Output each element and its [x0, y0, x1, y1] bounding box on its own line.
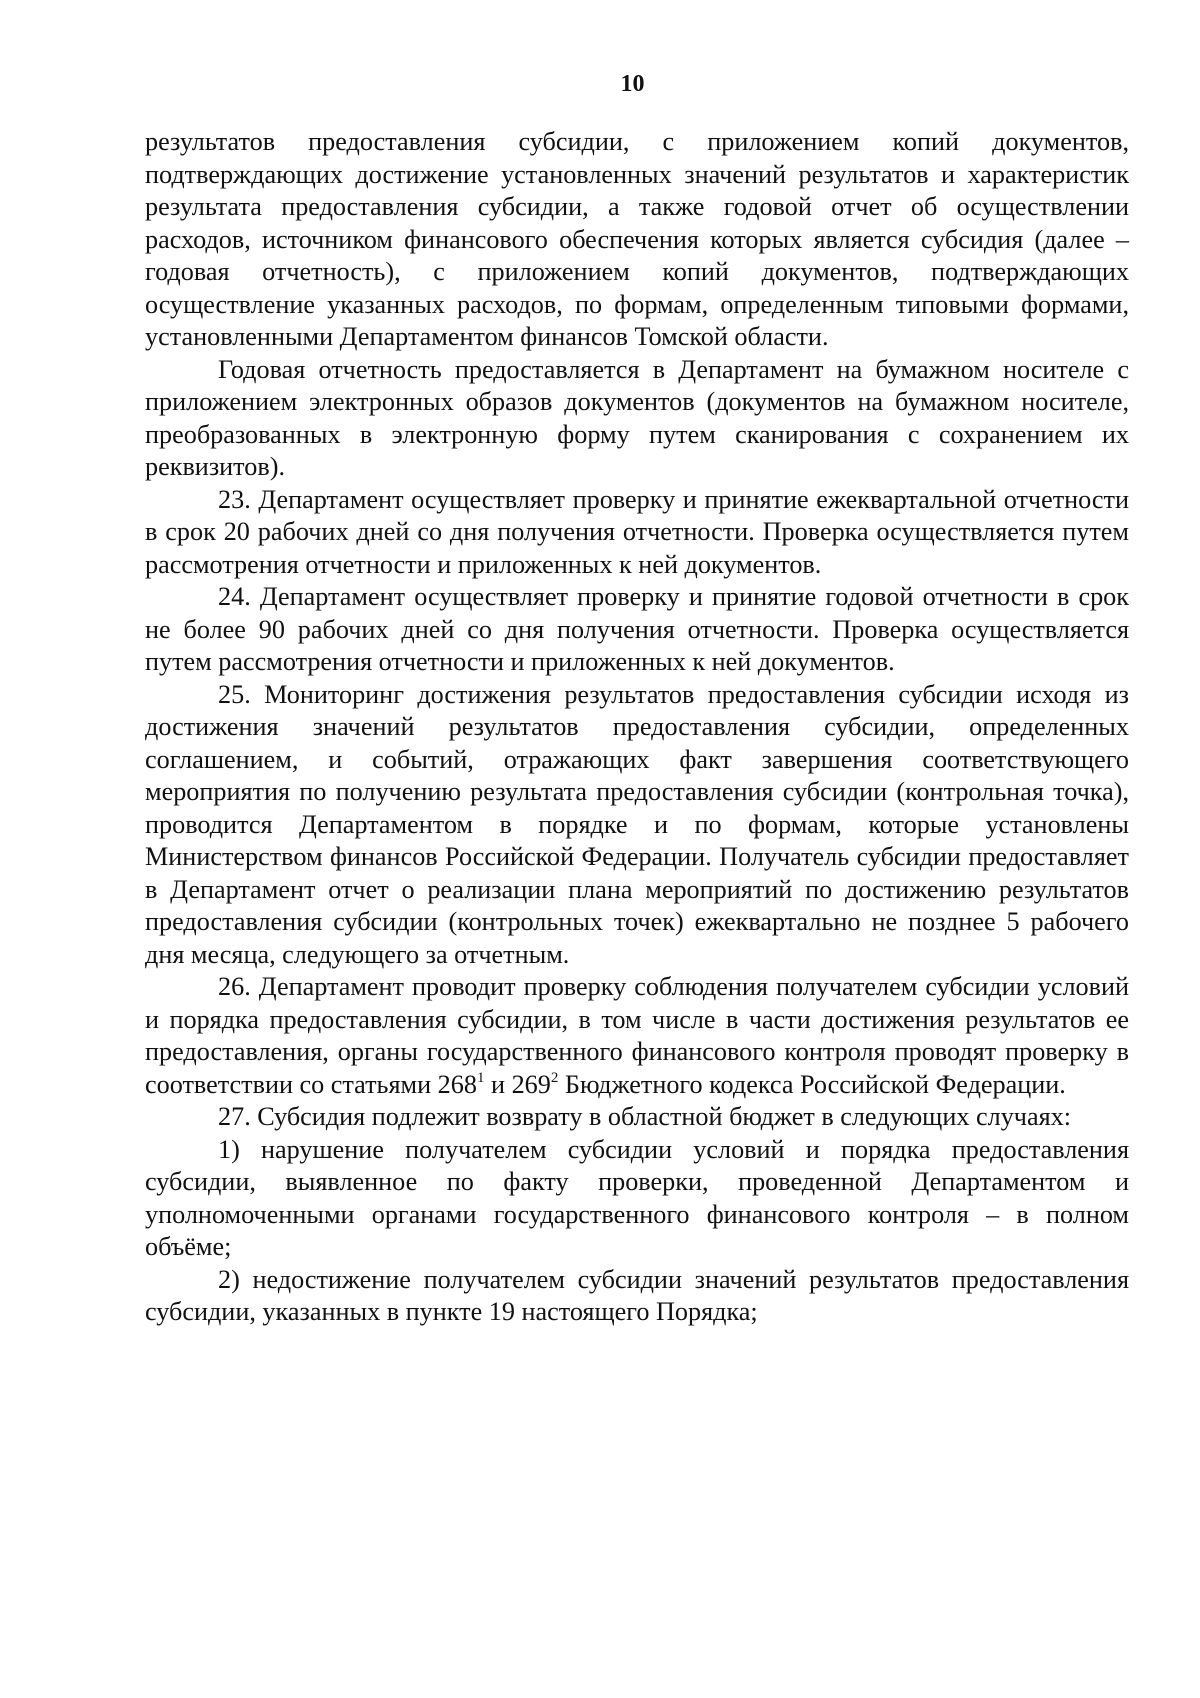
paragraph-26-text-after: Бюджетного кодекса Российской Федерации. — [558, 1069, 1066, 1099]
article-268-superscript: 1 — [476, 1069, 485, 1086]
paragraph-25: 25. Мониторинг достижения результатов предоставления субсидии исходя из достижения значений результатов предоставления субсидии, определенных соглашением, и событий, отражающих факт завершения соответствующего мероприятия по получению результата предоставления субсидии (контрольная точка), проводится Департаментом в порядке и по формам, которые установлены Министерством финансов Российской Федерации. Получатель субсидии предоставляет в Департамент отчет о реализации плана мероприятий по достижению результатов предоставления субсидии (контрольных точек) ежеквартально не позднее 5 рабочего дня месяца, следующего за отчетным. — [145, 679, 1129, 969]
paragraph-23: 23. Департамент осуществляет проверку и принятие ежеквартальной отчетности в срок 20 рабочих дней со дня получения отчетности. Проверка осуществляется путем рассмотрения отчетности и приложенных к ней документов. — [145, 484, 1129, 579]
list-item-2: 2) недостижение получателем субсидии значений результатов предоставления субсидии, указанных в пункте 19 настоящего Порядка; — [145, 1264, 1129, 1326]
page-number: 10 — [620, 71, 645, 97]
paragraph-27: 27. Субсидия подлежит возврату в областной бюджет в следующих случаях: — [218, 1102, 1071, 1131]
paragraph-24: 24. Департамент осуществляет проверку и принятие годовой отчетности в срок не более 90 рабочих дней со дня получения отчетности. Проверка осуществляется путем рассмотрения отчетности и приложенных к ней документов. — [145, 582, 1129, 676]
list-item-1: 1) нарушение получателем субсидии условий и порядка предоставления субсидии, выявленное по факту проверки, проведенной Департаментом и уполномоченными органами государственного финансового контроля – в полном объёме; — [145, 1134, 1129, 1261]
article-269-superscript: 2 — [550, 1069, 559, 1086]
paragraph-26-text-middle: и 269 — [484, 1069, 551, 1099]
document-body — [145, 126, 1129, 1329]
paragraph-26-text-before: 26. Департамент проводит проверку соблюдения получателем субсидии условий и порядка предоставления субсидии, в том числе в части достижения результатов ее предоставления, органы государственного финансового контроля проводят проверку в соответствии со статьями 268 — [145, 972, 1129, 1099]
paragraph-26 — [145, 971, 1129, 1101]
paragraph-annual-reporting: Годовая отчетность предоставляется в Департамент на бумажном носителе с приложением электронных образов документов (документов на бумажном носителе, преобразованных в электронную форму путем сканирования с сохранением их реквизитов). — [145, 354, 1129, 481]
paragraph-continuation: результатов предоставления субсидии, с приложением копий документов, подтверждающих достижение установленных значений результатов и характеристик результата предоставления субсидии, а также годовой отчет об осуществлении расходов, источником финансового обеспечения которых является субсидия (далее – годовая отчетность), с приложением копий документов, подтверждающих осуществление указанных расходов, по формам, определенным типовыми формами, установленными Департаментом финансов Томской области. — [145, 127, 1129, 351]
